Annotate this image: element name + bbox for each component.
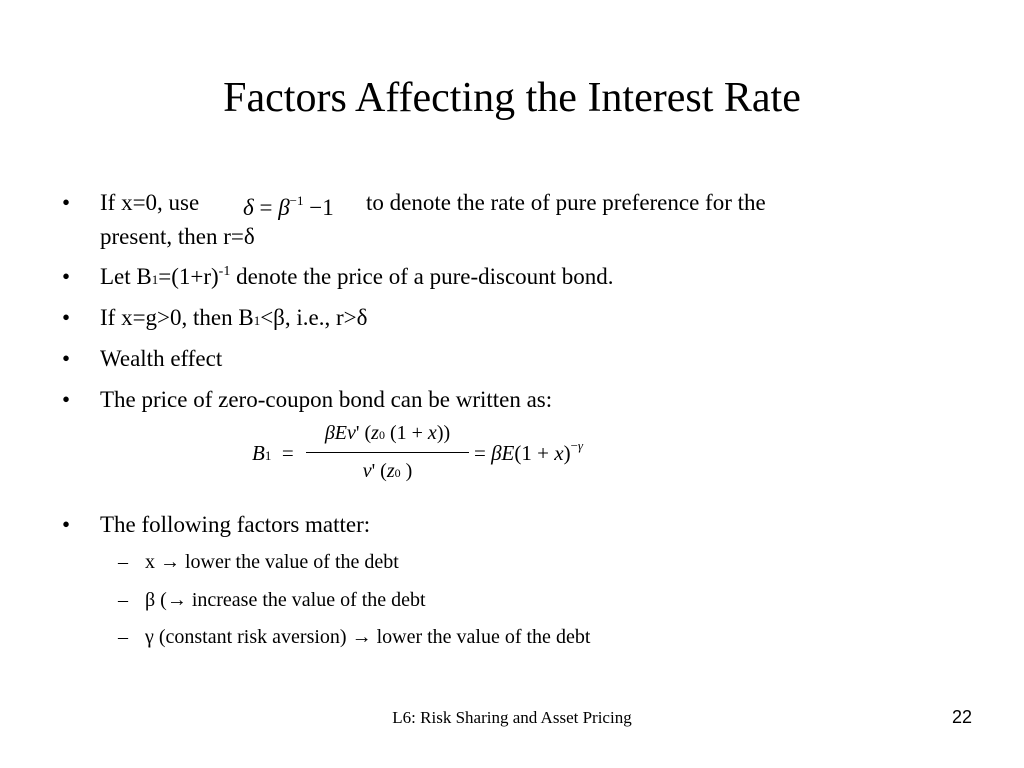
bullet-5: The price of zero-coupon bond can be written as: (100, 387, 553, 412)
slide-footer: L6: Risk Sharing and Asset Pricing (392, 708, 632, 727)
bullet-2-part-c: denote the price of a pure-discount bond. (230, 264, 614, 289)
bullet-1-prefix: If x=0, use (100, 190, 200, 215)
slide-title: Factors Affecting the Interest Rate (223, 75, 801, 121)
bullet-marker: • (62, 387, 71, 412)
bullet-marker: • (62, 264, 71, 289)
bullet-2-part-b: =(1+r) (158, 264, 219, 289)
bullet-2-part-a: Let B (100, 264, 152, 289)
bullet-4: Wealth effect (100, 346, 223, 371)
sub-bullet-marker: – (118, 589, 128, 611)
formula-lhs: B1 = (252, 441, 294, 465)
bullet-2-superscript: -1 (218, 264, 231, 279)
bullet-3-part-a: If x=g>0, then B (100, 305, 254, 330)
formula-denominator: v' (z0 ) (362, 460, 413, 482)
bullet-1-suffix: to denote the rate of pure preference for the (366, 190, 766, 215)
bullet-marker: • (62, 346, 71, 371)
page-number: 22 (951, 707, 972, 727)
fraction-bar (306, 452, 469, 453)
bullet-3-part-b: <β, i.e., r>δ (260, 305, 368, 330)
formula-numerator: βEv' (z0 (1 + x)) (324, 422, 451, 444)
sub-bullet-marker: – (118, 551, 128, 573)
bullet-marker: • (62, 305, 71, 330)
bullet-3-subscript: 1 (253, 313, 261, 328)
sub-bullet-2: β (→ increase the value of the debt (145, 589, 426, 611)
bullet-6: The following factors matter: (100, 512, 371, 537)
discount-rate-formula: $\delta = \beta^{-1} -1$ (243, 193, 334, 220)
bullet-3 (100, 303, 367, 336)
sub-bullet-marker: – (118, 626, 128, 648)
bullet-2-subscript: 1 (151, 272, 159, 287)
bullet-2 (100, 262, 614, 295)
sub-bullet-3: γ (constant risk aversion) → lower the value of the debt (145, 626, 591, 648)
sub-bullet-1: x → lower the value of the debt (145, 551, 399, 573)
bullet-marker: • (62, 190, 71, 215)
bullet-1-line-2: present, then r=δ (100, 224, 255, 249)
bullet-marker: • (62, 512, 71, 537)
formula-rhs: = $\beta E(1 + x)^{-\gamma}$ (474, 438, 584, 465)
